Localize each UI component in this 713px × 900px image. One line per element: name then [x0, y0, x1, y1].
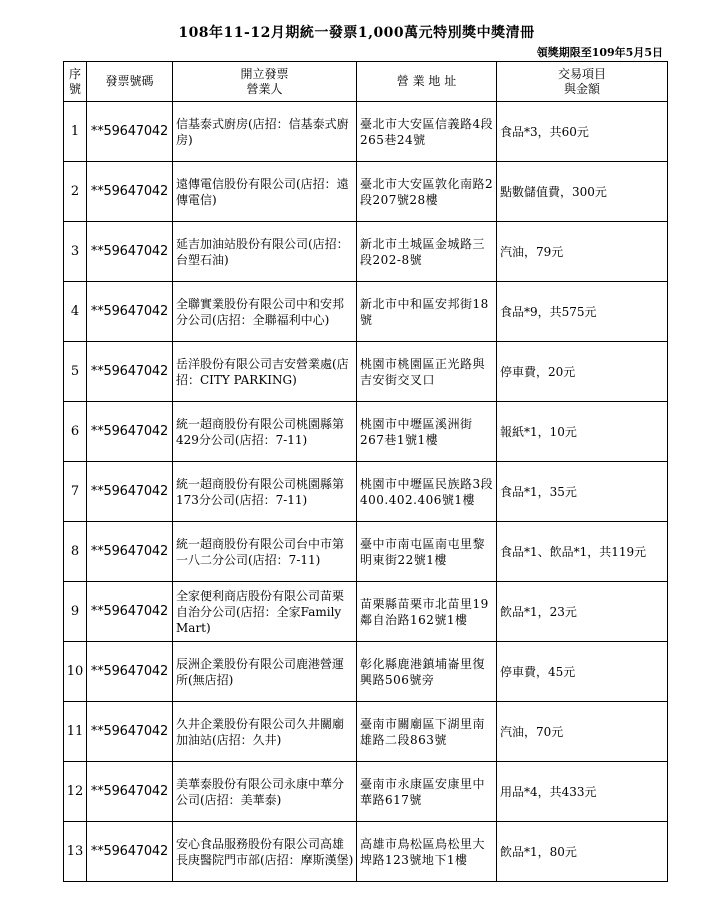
issuer-cell: 統一超商股份有限公司台中市第一八二分公司(店招：7-11) [173, 522, 357, 582]
items-amount-cell: 汽油，79元 [497, 222, 668, 282]
items-amount-cell: 食品*1，35元 [497, 462, 668, 522]
seq-cell: 12 [64, 762, 87, 822]
items-amount-cell: 停車費，20元 [497, 342, 668, 402]
header-items-line1: 交易項目 [557, 66, 606, 81]
seq-cell: 6 [64, 402, 87, 462]
header-row [64, 62, 668, 102]
seq-cell: 5 [64, 342, 87, 402]
seq-cell: 4 [64, 282, 87, 342]
seq-cell: 3 [64, 222, 87, 282]
header-items [497, 62, 668, 102]
address-cell: 臺北市大安區敦化南路2段207號28樓 [357, 162, 497, 222]
header-seq [64, 62, 87, 102]
address-cell: 臺北市大安區信義路4段265巷24號 [357, 102, 497, 162]
invoice-number-cell: **59647042 [87, 102, 173, 162]
invoice-number-cell: **59647042 [87, 402, 173, 462]
address-cell: 臺南市永康區安康里中華路617號 [357, 762, 497, 822]
items-amount-cell: 飲品*1，80元 [497, 822, 668, 882]
header-issuer-line2: 營業人 [246, 81, 283, 96]
issuer-cell: 辰洲企業股份有限公司鹿港營運所(無店招) [173, 642, 357, 702]
items-amount-cell: 飲品*1，23元 [497, 582, 668, 642]
table-row [64, 282, 668, 342]
items-amount-cell: 點數儲值費，300元 [497, 162, 668, 222]
seq-cell: 9 [64, 582, 87, 642]
items-amount-cell: 汽油，70元 [497, 702, 668, 762]
items-amount-cell: 食品*1、飲品*1，共119元 [497, 522, 668, 582]
address-cell: 苗栗縣苗栗市北苗里19鄰自治路162號1樓 [357, 582, 497, 642]
issuer-cell: 全家便利商店股份有限公司苗栗自治分公司(店招：全家Family Mart) [173, 582, 357, 642]
table-row [64, 582, 668, 642]
document-title: 108年11-12月期統一發票1,000萬元特別獎中獎清冊 [178, 25, 535, 41]
address-cell: 桃園市中壢區溪洲街267巷1號1樓 [357, 402, 497, 462]
issuer-cell: 統一超商股份有限公司桃園縣第429分公司(店招：7-11) [173, 402, 357, 462]
header-issuer [173, 62, 357, 102]
table-row [64, 762, 668, 822]
winners-table [63, 61, 668, 882]
table-row [64, 642, 668, 702]
invoice-number-cell: **59647042 [87, 342, 173, 402]
items-amount-cell: 食品*9，共575元 [497, 282, 668, 342]
header-seq-line2: 號 [68, 81, 81, 96]
header-seq-line1: 序 [68, 66, 81, 81]
issuer-cell: 安心食品服務股份有限公司高雄長庚醫院門市部(店招：摩斯漢堡) [173, 822, 357, 882]
address-cell: 桃園市桃園區正光路與吉安街交叉口 [357, 342, 497, 402]
invoice-number-cell: **59647042 [87, 162, 173, 222]
table-row [64, 222, 668, 282]
header-invoice: 發票號碼 [87, 62, 173, 102]
table-row [64, 702, 668, 762]
table-row [64, 462, 668, 522]
issuer-cell: 美華泰股份有限公司永康中華分公司(店招：美華泰) [173, 762, 357, 822]
issuer-cell: 信基泰式廚房(店招：信基泰式廚房) [173, 102, 357, 162]
address-cell: 高雄市鳥松區鳥松里大埤路123號地下1樓 [357, 822, 497, 882]
header-address: 營 業 地 址 [357, 62, 497, 102]
table-row [64, 522, 668, 582]
seq-cell: 7 [64, 462, 87, 522]
address-cell: 新北市中和區安邦街18號 [357, 282, 497, 342]
invoice-number-cell: **59647042 [87, 762, 173, 822]
address-cell: 新北市土城區金城路三段202-8號 [357, 222, 497, 282]
seq-cell: 13 [64, 822, 87, 882]
invoice-number-cell: **59647042 [87, 222, 173, 282]
invoice-number-cell: **59647042 [87, 522, 173, 582]
issuer-cell: 遠傳電信股份有限公司(店招：遠傳電信) [173, 162, 357, 222]
invoice-number-cell: **59647042 [87, 462, 173, 522]
issuer-cell: 延吉加油站股份有限公司(店招：台塑石油) [173, 222, 357, 282]
address-cell: 彰化縣鹿港鎮埔崙里復興路506號旁 [357, 642, 497, 702]
issuer-cell: 統一超商股份有限公司桃園縣第173分公司(店招：7-11) [173, 462, 357, 522]
table-row [64, 102, 668, 162]
issuer-cell: 岳洋股份有限公司吉安營業處(店招：CITY PARKING) [173, 342, 357, 402]
address-cell: 桃園市中壢區民族路3段400.402.406號1樓 [357, 462, 497, 522]
invoice-number-cell: **59647042 [87, 282, 173, 342]
items-amount-cell: 停車費，45元 [497, 642, 668, 702]
seq-cell: 10 [64, 642, 87, 702]
seq-cell: 11 [64, 702, 87, 762]
items-amount-cell: 用品*4，共433元 [497, 762, 668, 822]
header-items-line2: 與金額 [563, 81, 600, 96]
table-row [64, 402, 668, 462]
address-cell: 臺南市關廟區下湖里南雄路二段863號 [357, 702, 497, 762]
claim-deadline: 領獎期限至109年5月5日 [536, 46, 663, 59]
invoice-number-cell: **59647042 [87, 642, 173, 702]
items-amount-cell: 報紙*1，10元 [497, 402, 668, 462]
table-row [64, 162, 668, 222]
table-row [64, 822, 668, 882]
seq-cell: 1 [64, 102, 87, 162]
invoice-number-cell: **59647042 [87, 702, 173, 762]
address-cell: 臺中市南屯區南屯里黎明東街22號1樓 [357, 522, 497, 582]
invoice-number-cell: **59647042 [87, 582, 173, 642]
issuer-cell: 全聯實業股份有限公司中和安邦分公司(店招：全聯福利中心) [173, 282, 357, 342]
seq-cell: 8 [64, 522, 87, 582]
table-row [64, 342, 668, 402]
issuer-cell: 久井企業股份有限公司久井關廟加油站(店招：久井) [173, 702, 357, 762]
seq-cell: 2 [64, 162, 87, 222]
header-issuer-line1: 開立發票 [240, 66, 289, 81]
invoice-number-cell: **59647042 [87, 822, 173, 882]
items-amount-cell: 食品*3，共60元 [497, 102, 668, 162]
